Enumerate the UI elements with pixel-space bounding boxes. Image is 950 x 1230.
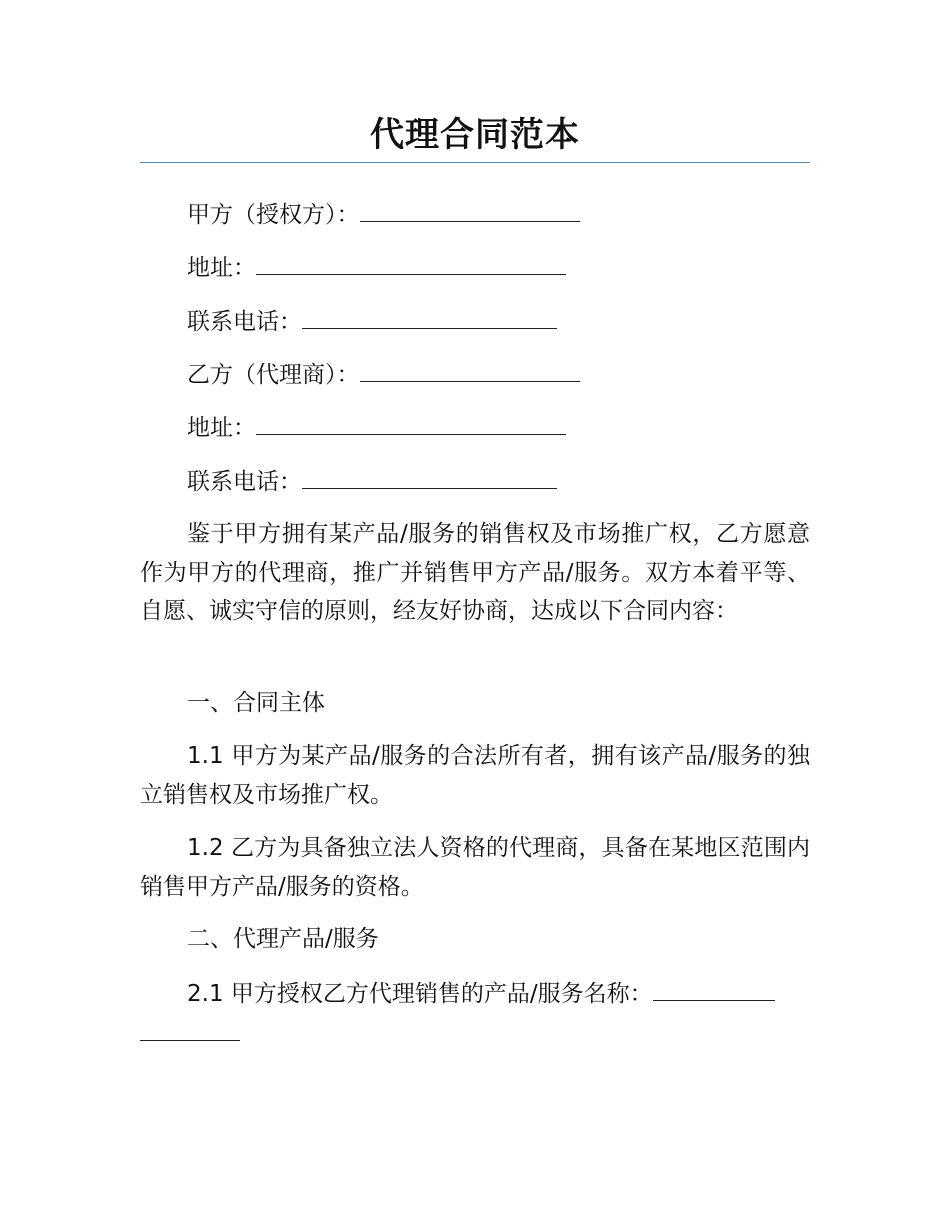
document-title: 代理合同范本 [370,115,580,155]
party-a-name-blank[interactable] [360,197,580,222]
clause-2-1-blank-continued[interactable] [140,1040,240,1041]
party-b-name-blank[interactable] [360,357,580,382]
party-a-phone-field [187,304,557,340]
party-b-phone-label: 联系电话： [187,469,302,495]
party-a-name-field [187,197,580,233]
party-b-address-field [187,410,566,446]
party-a-address-blank[interactable] [256,250,566,275]
preamble-paragraph: 鉴于甲方拥有某产品/服务的销售权及市场推广权，乙方愿意作为甲方的代理商，推广并销售甲方产品/服务。双方本着平等、自愿、诚实守信的原则，经友好协商，达成以下合同内容： [140,521,810,624]
party-a-address-field [187,250,566,286]
clause-1-2: 1.2 乙方为具备独立法人资格的代理商，具备在某地区范围内销售甲方产品/服务的资格。 [140,835,810,900]
party-a-phone-blank[interactable] [302,304,557,329]
party-a-phone-label: 联系电话： [187,309,302,335]
party-b-address-label: 地址： [187,415,256,441]
section-2-heading: 二、代理产品/服务 [187,926,379,952]
party-b-name-label: 乙方（代理商）： [187,362,360,388]
clause-1-1: 1.1 甲方为某产品/服务的合法所有者，拥有该产品/服务的独立销售权及市场推广权。 [140,743,810,808]
clause-2-1-field [187,976,775,1012]
party-a-address-label: 地址： [187,255,256,281]
clause-2-1-blank[interactable] [653,976,775,1001]
party-b-address-blank[interactable] [256,410,566,435]
party-b-name-field [187,357,580,393]
party-b-phone-blank[interactable] [302,464,557,489]
clause-2-1: 2.1 甲方授权乙方代理销售的产品/服务名称： [187,981,653,1007]
party-a-name-label: 甲方（授权方）： [187,202,360,228]
section-1-heading: 一、合同主体 [187,690,325,716]
title-divider [140,162,810,163]
party-b-phone-field [187,464,557,500]
